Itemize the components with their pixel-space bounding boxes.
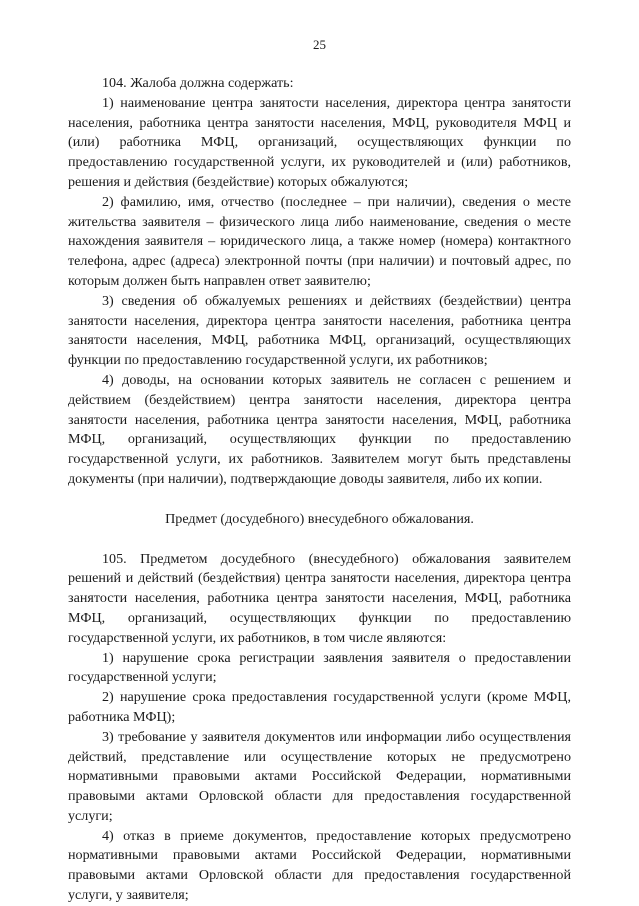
section-104-item-2: 2) фамилию, имя, отчество (последнее – при наличии), сведения о месте жительства заявителя – физического лица либо наименование, сведения о месте нахождения заявителя – юридического лица, а также номер (номера) контактного телефона, адрес (адреса) электронной почты (при наличии) и почтовый адрес, по которым должен быть направлен ответ заявителю; — [68, 193, 571, 289]
section-105-item-4: 4) отказ в приеме документов, предоставление которых предусмотрено нормативными правовыми актами Российской Федерации, нормативными правовыми актами Орловской области для предоставления государственной услуги, у заявителя; — [68, 827, 571, 904]
section-105-item-2: 2) нарушение срока предоставления государственной услуги (кроме МФЦ, работника МФЦ); — [68, 689, 571, 725]
section-104-intro: 104. Жалоба должна содержать: — [102, 75, 294, 91]
document-body — [68, 74, 571, 906]
section-104-item-1: 1) наименование центра занятости населения, директора центра занятости населения, работника центра занятости населения, МФЦ, руководителя МФЦ и (или) работника МФЦ, организаций, осуществляющих функции по предоставлению государственной услуги, их руководителей и (или) работников, решения и действия (бездействие) которых обжалуются; — [68, 94, 571, 190]
page-number: 25 — [313, 37, 326, 52]
section-105-intro: 105. Предметом досудебного (внесудебного) обжалования заявителем решений и действий (бездействия) центра занятости населения, директора центра занятости населения, работника центра занятости населения, МФЦ, работника МФЦ, организаций, осуществляющих функции по предоставлению государственной услуги, их работников, в том числе являются: — [68, 550, 571, 646]
section-104-item-3: 3) сведения об обжалуемых решениях и действиях (бездействии) центра занятости населения, директора центра занятости населения, работника центра занятости населения, МФЦ, работника МФЦ, организаций, осуществляющих функции по предоставлению государственной услуги, их работников; — [68, 292, 571, 369]
section-heading: Предмет (досудебного) внесудебного обжалования. — [165, 510, 474, 527]
section-105-item-3: 3) требование у заявителя документов или информации либо осуществления действий, представление или осуществление которых не предусмотрено нормативными правовыми актами Российской Федерации, нормативными правовыми актами Орловской области для предоставления государственной услуги; — [68, 728, 571, 824]
section-104-item-4: 4) доводы, на основании которых заявитель не согласен с решением и действием (бездействием) центра занятости населения, директора центра занятости населения, работника центра занятости населения, МФЦ, работника МФЦ, организаций, осуществляющих функции по предоставлению государственной услуги, их работников. Заявителем могут быть представлены документы (при наличии), подтверждающие доводы заявителя, либо их копии. — [68, 371, 571, 487]
section-105-item-1: 1) нарушение срока регистрации заявления заявителя о предоставлении государственной услуги; — [68, 649, 571, 686]
